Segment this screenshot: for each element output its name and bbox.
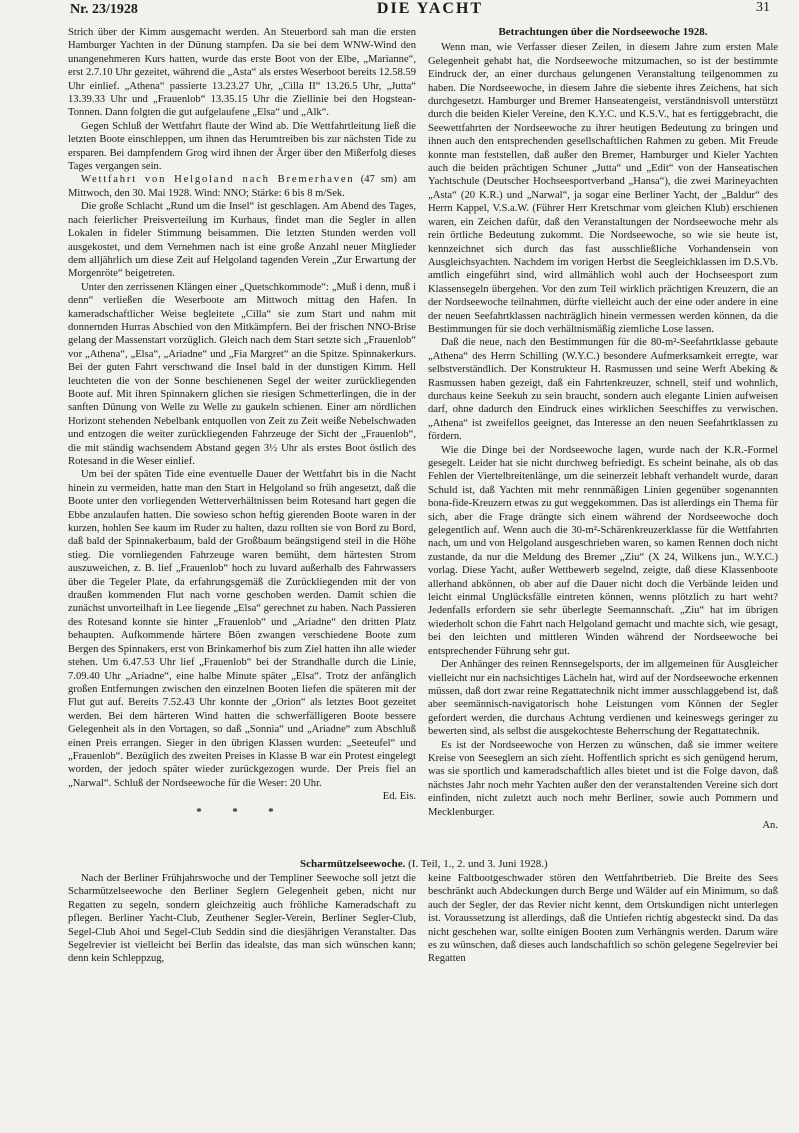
race-details: (47 sm) am Mittwoch, den 30. Mai 1928. Wind: NNO; Stärke: 6 bis 8 m/Sek. [68, 174, 416, 199]
paragraph: Strich über der Kimm ausgemacht werden. An Steuerbord sah man die ersten Hamburger Yachten in der Dünung stampfen. Da sie bei dem WNW-Wind den unangenehmeren Kurs hatten, wurde das erste Boot von der Elbe, „Marianne“, erst 2.7.10 Uhr gezeitet, während die „Asta“ als erstes Weserboot bereits 12.58.59 Uhr einlief. „Athena“ passierte 13.23.27 Uhr, „Cilla II“ 13.26.5 Uhr, „Jutta“ 13.39.33 Uhr und „Frauenlob“ 13.35.15 Uhr die Ziellinie bei den Hogstean-Tonnen. Dann folgten die gut aufgelaufene „Elsa“ und „Alk“. [68, 27, 416, 119]
left-column [68, 26, 416, 856]
article-heading: Betrachtungen über die Nordseewoche 1928. [498, 26, 708, 38]
magazine-title: DIE YACHT [376, 0, 484, 17]
section-title-main: Scharmützelseewoche. [300, 858, 406, 870]
race-heading: Wettfahrt von Helgoland nach Bremerhaven [81, 174, 355, 186]
bottom-right-column [428, 872, 778, 992]
paragraph: Daß die neue, nach den Bestimmungen für die 80-m²-Seefahrtklasse gebaute „Athena“ des Herrn Schilling (W.Y.C.) besondere Aufmerksamkeit erregte, war selbstverständlich. Der Konstrukteur H. Rasmussen und seine Werft Abeking & Rasmussen haben gezeigt, daß ein Fahrtenkreuzer, schnell, steif und wohnlich, durchaus keine Seekuh zu sein braucht, sondern auch elegante Linien aufweisen darf, ohne dadurch den Eindruck eines wirklichen Seeschiffes zu verwischen. „Athena“ ist zweifellos geeignet, das Interesse an den neuen Seefahrtklassen zu fördern. [428, 337, 778, 443]
section-title [300, 857, 780, 871]
author-signature: An. [762, 819, 778, 831]
section-divider: * * * [196, 806, 288, 818]
paragraph: Die große Schlacht „Rund um die Insel“ ist geschlagen. Am Abend des Tages, nach feierlicher Preisverteilung im Kurhaus, findet man die Segler in allen Lokalen in fideler Stimmung beisammen. Die letzten Stunden werden voll ausgekostet, und dem Vernehmen nach ist eine große Anzahl neuer Mitglieder dem alljährlich um diese Zeit auf Helgoland tagenden Verein „Zur Erwartung der Morgenröte“ beigetreten. [68, 201, 416, 280]
issue-number: Nr. 23/1928 [70, 2, 138, 17]
paragraph: Wenn man, wie Verfasser dieser Zeilen, in diesem Jahre zum ersten Male Gelegenheit gehabt hat, die Nordseewoche mitzumachen, so ist der bestimmte Eindruck der, an einer durchaus gelungenen Veranstaltung teilgenommen zu haben. Die Nordseewoche, in diesem Jahre die siebente ihres Zeichens, hat sich durchgesetzt. Hamburger und Bremer Hanseatengeist, verständnisvoll unterstützt durch die beiden Kieler Vereine, den K.Y.C. und K.S.V., hat es fertiggebracht, die Seewettfahrten der Nordseewoche zu ihrer heutigen Bedeutung zu bringen und ihnen auch den entsprechenden gesellschaftlichen Rahmen zu geben. Mit Freude konnte man feststellen, daß außer den Bremer, Hamburger und Kieler Yachten auch die beiden prächtigen Schuner „Jutta“ und „Edit“ von der Hanseatischen Yachtschule (Deutscher Hochseesportverband „Hansa“), die zwei Marineyachten „Asta“ (20 K.R.) und „Narwal“, ja sogar eine Berliner Yacht, der „Baldur“ des Herrn Kappel, V.S.a.W. (Führer Herr Kretschmar vom gleichen Klub) erschienen waren, ein Zeichen dafür, daß den Veranstaltungen der Nordseewoche mehr als rein örtliche Bedeutung zukommt. Die Nordseewoche, so wie sie heute ist, kennzeichnet sich durch das fast ausschließliche Vorhandensein von Ausgleichsyachten. Nachdem im vorigen Herbst die Seegleichklassen im D.S.Vb. amtlich eingeführt sind, wird allmählich wohl auch der Hochseesport zum Klassensegeln übergehen. Vor den zum Teil wirklich prächtigen Kreuzern, die an der Nordseewoche teilnahmen, dürfte vielleicht auch der eine oder andere in eine der neuen Seefahrtklassen nachträglich hinein vermessen werden können, da die Bestimmungen für sie doch verhältnismäßig ziemliche Lose lassen. [428, 42, 778, 335]
right-column [428, 26, 778, 856]
author-signature: Ed. Eis. [382, 791, 416, 803]
paragraph: Nach der Berliner Frühjahrswoche und der Templiner Seewoche soll jetzt die Scharmützelseewoche den Berliner Seglern Gelegenheit geben, nicht nur Regatten zu segeln, sondern gleichzeitig auch fröhliche Kameradschaft zu pflegen. Berliner Yacht-Club, Zeuthener Segler-Verein, Berliner Segler-Club, Segel-Club Ahoi und Segel-Club Seddin sind die diesjährigen Veranstalter. Das Segelrevier ist vielleicht bei Berlin das idealste, das man sich wünschen kann; denn kein Schleppzug, [68, 873, 416, 965]
paragraph: Um bei der späten Tide eine eventuelle Dauer der Wettfahrt bis in die Nacht hinein zu vermeiden, hatte man den Start in Helgoland so früh angesetzt, daß die Boote unter den vorliegenden Wetterverhältnissen beim Rotesand hart gegen die Ebbe anzulaufen hatten. Die sowieso schon heftig gierenden Boote waren in der kurzen, hohlen See kaum im Ruder zu halten, dazu rollten sie von Bord zu Bord, daß bald der Spinnakerbaum, bald der Großbaum beängstigend steil in die Höhe stieg. Die vornliegenden Fahrzeuge waren bemüht, dem härtesten Strom auszuweichen, z. B. lief „Frauenlob“ hoch zu luvard außerhalb des Fahrwassers über die Tegeler Plate, da erfahrungsgemäß die Zurückliegenden mit der von draußen kommenden Flut nach vorne geschoben werden. Damit schien die zunächst unvorteilhaft in Lee liegende „Elsa“ gerechnet zu haben. Nach Passieren des Rotesand konnte sie hinter „Frauenlob“ und „Ariadne“ den dritten Platz behaupten. Aufkommende härtere Böen zwangen verschiedene Boote zum Bergen des Spinnakers, erst von Brinkamerhof bis zum Ziel hatten ihn alle wieder stehen. Um 6.47.53 Uhr lief „Frauenlob“ bei der Strandhalle durch die Linie, 7.09.40 Uhr „Ariadne“, eine halbe Minute später „Elsa“. Trotz der anfänglich großen Entfernungen zwischen den einzelnen Booten liefen die späteren mit der Flut gut auf. Bereits 7.52.43 Uhr konnte der „Orion“ als letztes Boot gezeitet werden. Bei dem härteren Wind hatten die schwerfälligeren Boote bessere Gelegenheit als in den Vortagen, so daß „Sonnia“ und „Ariadne“ zum Abschluß einen Preis errangen. Sieger in den übrigen Klassen wurden: „Seeteufel“ und „Frauenlob“. Bezüglich des zweiten Preises in Klasse B war ein Protest eingelegt worden, der jedoch später wieder zurückgezogen wurde. Der Preis fiel an „Narwal“. Schluß der Nordseewoche für die Weser: 20 Uhr. [68, 469, 416, 789]
paragraph: Unter den zerrissenen Klängen einer „Quetschkommode“: „Muß i denn, muß i denn“ verließen die Weserboote am Mittwoch mittag den Hafen. In kameradschaftlicher Weise begleitete „Cilla“ sie zum Start und nahm mit donnernden Hurras Abschied von den Mitkämpfern. Bei der frischen NNO-Brise gelang der Massenstart vorzüglich. Gleich nach dem Start setzte sich „Frauenlob“ vor „Athena“, „Elsa“, „Ariadne“ und „Fia Margret“ an die Spitze. Spinnakerkurs. Bei der guten Fahrt verschwand die Insel bald in der dunstigen Kimm. Hell leuchteten die von der Sonne beschienenen Segel der weiter zurückliegenden Boote auf. Mit ihren Spinnakern glichen sie riesigen Schmetterlingen, die in der sanften Dünung von Welle zu Welle zu gaukeln schienen. Einer am nördlichen Horizont stehenden Nebelbank entquollen von Zeit zu Zeit weiße Nebelschwaden und entzogen die weiter zurückliegenden Fahrzeuge der Sicht der „Frauenlob“, die mit ständig wachsendem Abstand gegen 3½ Uhr als erstes Boot östlich des Rotesand in die Weser einlief. [68, 281, 416, 467]
paragraph: keine Faltbootgeschwader stören den Wettfahrtbetrieb. Die Breite des Sees beschränkt auch Abdeckungen durch Berge und Wälder auf ein Minimum, so daß auch der Segler, der das Revier nicht kennt, dem Ortskundigen nicht unterlegen ist. Voraussetzung ist allerdings, daß die Untiefen richtig abgesteckt sind. Da das nicht geschehen war, sollte einigen Booten zum Verhängnis werden. Darum wäre es zu wünschen, daß dieses auch landschaftlich so schön gelegene Segelrevier bei Regatten [428, 873, 778, 965]
bottom-left-column [68, 872, 416, 992]
section-title-dates: (I. Teil, 1., 2. und 3. Juni 1928.) [408, 858, 548, 870]
race-heading-paragraph [68, 173, 416, 200]
paragraph: Der Anhänger des reinen Rennsegelsports, der im allgemeinen für Ausgleicher vielleicht nur ein nachsichtiges Lächeln hat, wird auf der Nordseewoche erkennen müssen, daß dort zwar reine Regattatechnik nicht immer ausschlaggebend ist, daß aber seemännisch-navigatorisch hohe Leistungen vom Können der Segler gefordert werden, die durchaus Achtung verdienen und keineswegs geringer zu bewerten sind, als selbst die ausgekochteste Beherrschung der Regattatechnik. [428, 659, 778, 738]
paragraph: Es ist der Nordseewoche von Herzen zu wünschen, daß sie immer weitere Kreise von Seeseglern an sich zieht. Hoffentlich spricht es sich genügend herum, was sie sportlich und kameradschaftlich alles bietet und ist die Folge davon, daß nächstes Jahr noch mehr Yachten außer den der veranstaltenden Vereine sich dort einfinden, nicht zuletzt auch noch mehr Berliner, sowie auch Pommern und Mecklenburger. [428, 739, 778, 818]
page-header [70, 0, 770, 22]
page-number: 31 [756, 0, 770, 15]
paragraph: Gegen Schluß der Wettfahrt flaute der Wind ab. Die Wettfahrtleitung ließ die letzten Boote einschleppen, um ihnen das Herumtreiben bis zur nächsten Tide zu ersparen. Bei dampfendem Grog wird ihnen der Ärger über den Mißerfolg dieses Tages vergangen sein. [68, 120, 416, 173]
paragraph: Wie die Dinge bei der Nordseewoche lagen, wurde nach der K.R.-Formel gesegelt. Leider hat sie nicht durchweg befriedigt. Es scheint beinahe, als ob das Fehlen der Viertelbreitenlänge, um die seinerzeit lebhaft verhandelt wurde, daran Schuld ist, daß Yachten mit mehr rennmäßigen Linien gegenüber sogenannten bona-fide-Kreuzern etwas zu gut weggekommen. Das ist allerdings ein Thema für sich, aber die Frage drängte sich einem während der Nordseewoche doch gelegentlich auf. Wenn auch die 30-m²-Schärenkreuzerklasse für die Wettfahrten nach, um und von Helgoland ausgeschrieben waren, so kamen Rennen doch nicht zustande, da nur die Meldung des Bremer „Ziu“ (X 24, Wilkens jun., W.Y.C.) vorlag. Diese Yacht, außer Wettbewerb segelnd, zeigte, daß diese Klassenboote allerhand abkönnen, ob aber auf die Dauer nicht doch die Verbände leiden und leicht einmal Unglücksfälle eintreten können, wenns plötzlich zu hart weht? Jedenfalls erfordern sie sehr überlegte Seemannschaft. „Ziu“ hat im übrigen wiederholt schon die Fahrt nach Helgoland gemacht und machte sich, wie gesagt, bei den leichten und mittleren Winden während der Nordseewoche bei entsprechender Führung sehr gut. [428, 444, 778, 657]
